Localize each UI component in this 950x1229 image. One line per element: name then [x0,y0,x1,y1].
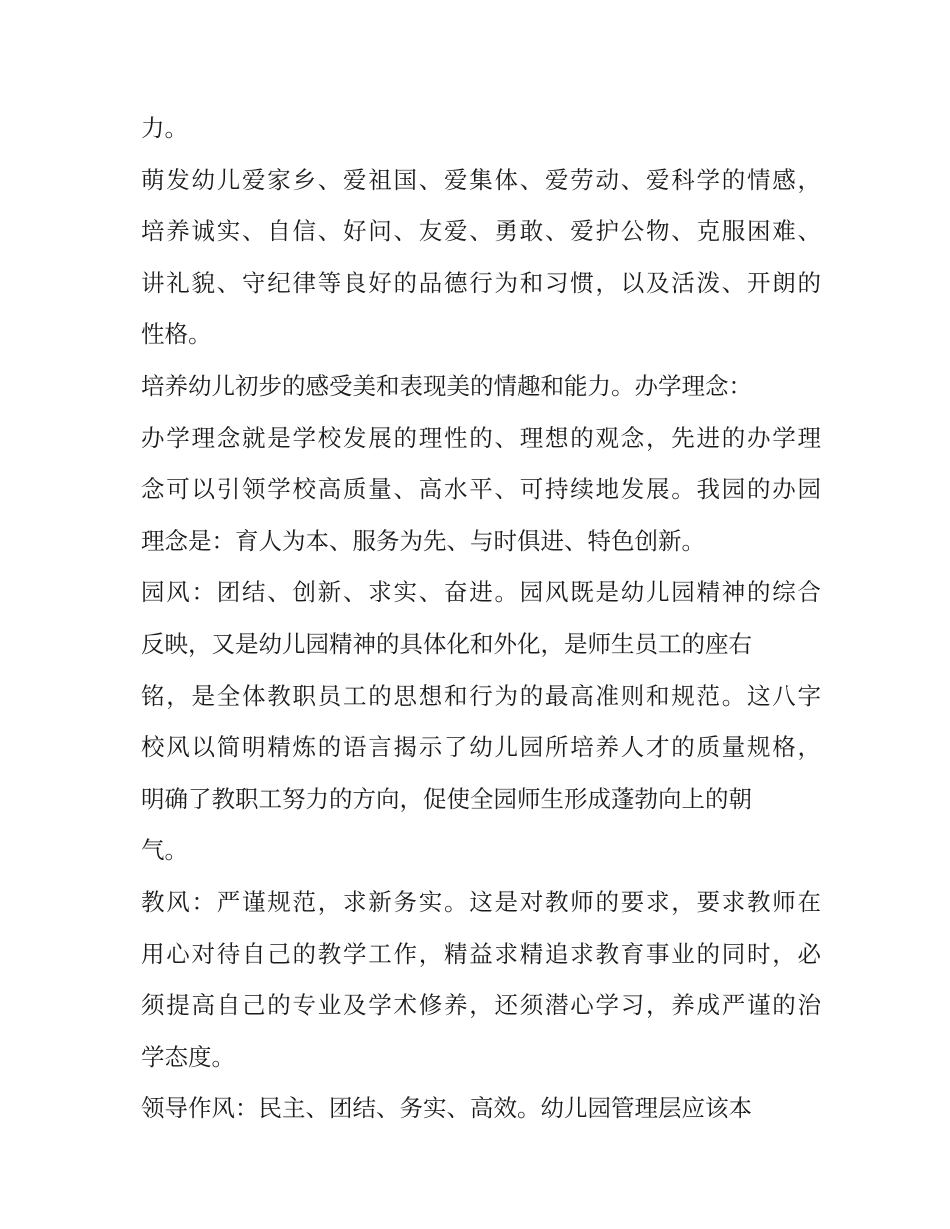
text-line: 铭，是全体教职员工的思想和行为的最高准则和规范。这八字 [141,681,821,710]
text-line: 培养诚实、自信、好问、友爱、勇敢、爱护公物、克服困难、 [141,217,821,246]
text-line: 力。 [141,114,188,142]
text-line: 校风以简明精炼的语言揭示了幼儿园所培养人才的质量规格， [141,733,821,762]
text-line: 领导作风：民主、团结、务实、高效。幼儿园管理层应该本 [141,1094,752,1123]
text-line: 反映，又是幼儿园精神的具体化和外化，是师生员工的座右 [141,629,752,658]
document-body [141,103,821,1135]
text-line: 讲礼貌、守纪律等良好的品德行为和习惯，以及活泼、开朗的 [141,268,821,297]
text-line: 用心对待自己的教学工作，精益求精追求教育事业的同时，必 [141,939,821,968]
text-line: 念可以引领学校高质量、高水平、可持续地发展。我园的办园 [141,475,821,504]
text-line: 学态度。 [141,1042,235,1071]
text-line: 园风：团结、创新、求实、奋进。园风既是幼儿园精神的综合 [141,578,821,607]
text-line: 培养幼儿初步的感受美和表现美的情趣和能力。办学理念： [141,371,752,400]
text-line: 明确了教职工努力的方向，促使全园师生形成蓬勃向上的朝 [141,784,752,813]
text-line: 性格。 [141,320,212,349]
text-line: 教风：严谨规范，求新务实。这是对教师的要求，要求教师在 [141,887,821,916]
text-line: 萌发幼儿爱家乡、爱祖国、爱集体、爱劳动、爱科学的情感， [141,165,821,194]
text-line: 须提高自己的专业及学术修养，还须潜心学习，养成严谨的治 [141,991,821,1020]
text-line: 理念是：育人为本、服务为先、与时俱进、特色创新。 [141,526,705,555]
text-line: 办学理念就是学校发展的理性的、理想的观念，先进的办学理 [141,423,821,452]
text-line: 气。 [141,836,188,865]
